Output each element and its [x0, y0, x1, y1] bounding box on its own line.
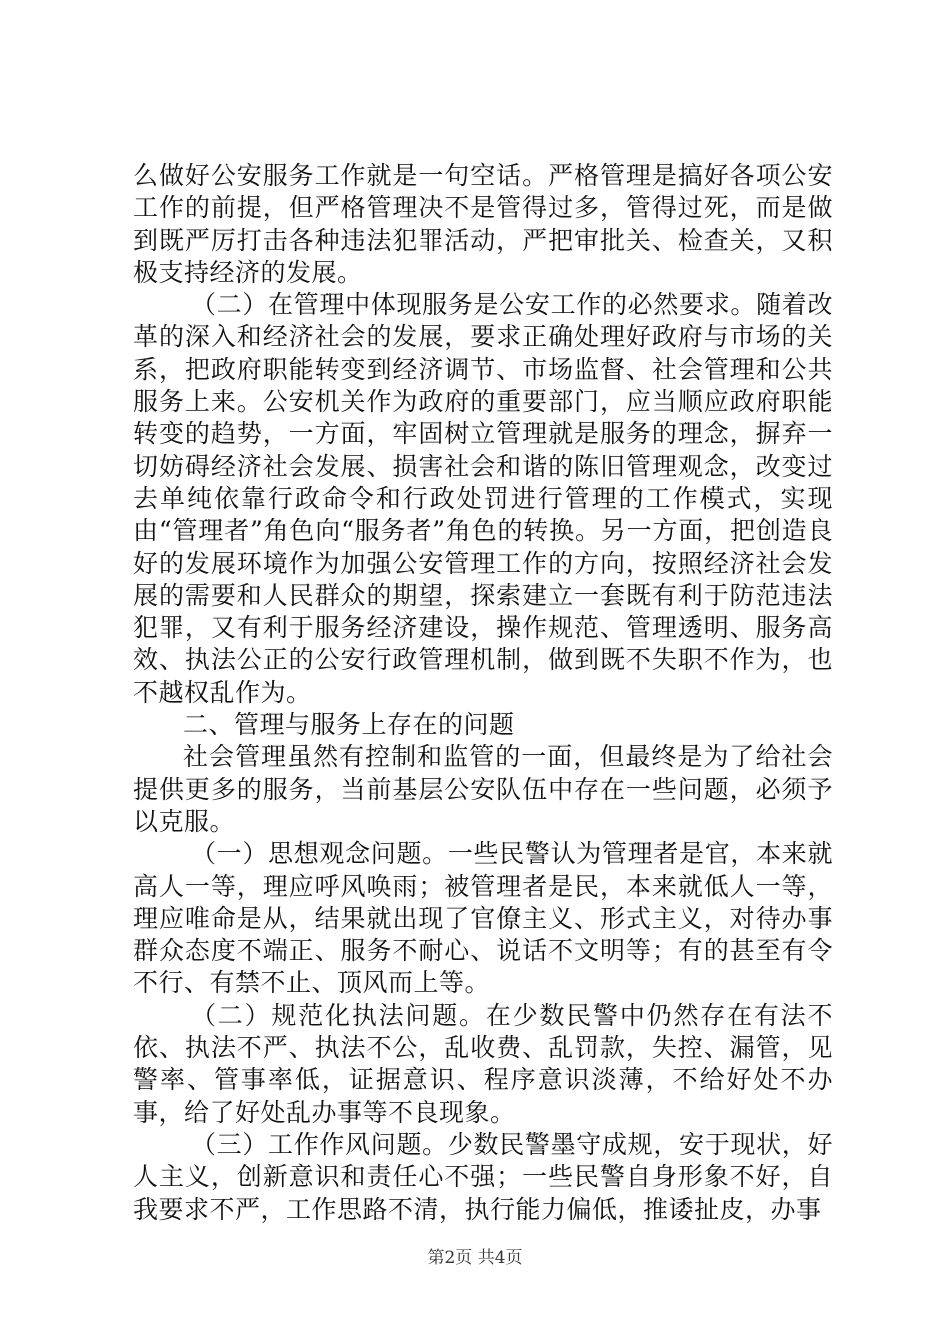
- paragraph-section-1-2: （二）在管理中体现服务是公安工作的必然要求。随着改革的深入和经济社会的发展，要求正确处理好政府与市场的关系，把政府职能转变到经济调节、市场监督、社会管理和公共服务上来。公安机关作为政府的重要部门，应当顺应政府职能转变的趋势，一方面，牢固树立管理就是服务的理念，摒弃一切妨碍经济社会发展、损害社会和谐的陈旧管理观念，改变过去单纯依靠行政命令和行政处罚进行管理的工作模式，实现由“管理者”角色向“服务者”角色的转换。另一方面，把创造良好的发展环境作为加强公安管理工作的方向，按照经济社会发展的需要和人民群众的期望，探索建立一套既有利于防范违法犯罪，又有利于服务经济建设，操作规范、管理透明、服务高效、执法公正的公安行政管理机制，做到既不失职不作为，也不越权乱作为。: [133, 290, 833, 707]
- paragraph-section-2-1: （一）思想观念问题。一些民警认为管理者是官，本来就高人一等，理应呼风唤雨；被管理者是民，本来就低人一等，理应唯命是从，结果就出现了官僚主义、形式主义，对待办事群众态度不端正、服务不耐心、说话不文明等；有的甚至有令不行、有禁不止、顶风而上等。: [133, 839, 833, 998]
- paragraph-section-2-3: （三）工作作风问题。少数民警墨守成规，安于现状，好人主义，创新意识和责任心不强；一些民警自身形象不好，自我要求不严，工作思路不清，执行能力偏低，推诿扯皮，办事: [133, 1129, 833, 1224]
- paragraph-section-2-2: （二）规范化执法问题。在少数民警中仍然存在有法不依、执法不严、执法不公，乱收费、乱罚款，失控、漏管，见警率、管事率低，证据意识、程序意识淡薄，不给好处不办事，给了好处乱办事等不良现象。: [133, 1000, 833, 1127]
- paragraph-continuation: 么做好公安服务工作就是一句空话。严格管理是搞好各项公安工作的前提，但严格管理决不是管得过多，管得过死，而是做到既严厉打击各种违法犯罪活动，严把审批关、检查关，又积极支持经济的发展。: [133, 161, 833, 287]
- page-footer: [0, 1243, 950, 1268]
- paragraph-section-2-intro: 社会管理虽然有控制和监管的一面，但最终是为了给社会提供更多的服务，当前基层公安队伍中存在一些问题，必须予以克服。: [133, 742, 833, 836]
- section-heading-2: 二、管理与服务上存在的问题: [183, 710, 515, 740]
- document-body: [133, 160, 833, 1226]
- page-number-label: 第2页 共4页: [427, 1248, 523, 1268]
